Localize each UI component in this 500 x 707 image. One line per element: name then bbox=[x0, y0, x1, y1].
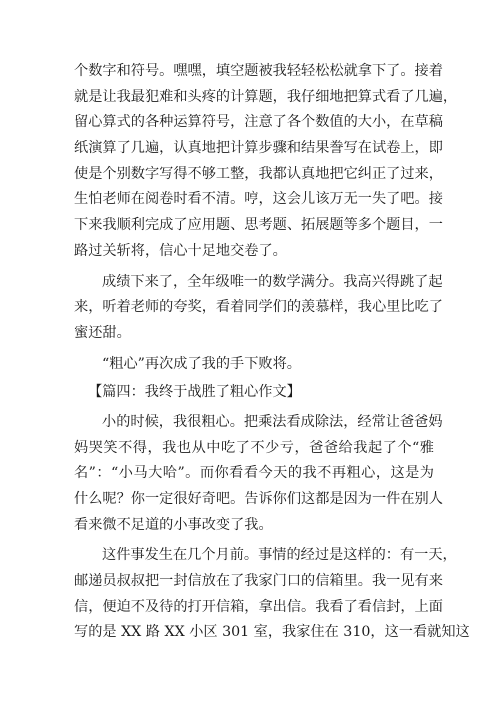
paragraph bbox=[74, 543, 470, 646]
text-line: 小的时候，我很粗心。把乘法看成除法，经常让爸爸妈 bbox=[102, 413, 443, 430]
text-line: 个数字和符号。嘿嘿，填空题被我轻轻松松就拿下了。接着 bbox=[74, 63, 443, 79]
document-body bbox=[74, 59, 470, 646]
text-line: 信，便迫不及待的打开信箱，拿出信。我看了看信封，上面 bbox=[74, 598, 443, 615]
text-line: “粗心”再次成了我的手下败将。 bbox=[102, 355, 301, 372]
text-line: 纸演算了几遍，认真地把计算步骤和结果誊写在试卷上，即 bbox=[74, 140, 443, 157]
text-line: 这件事发生在几个月前。事情的经过是这样的：有一天， bbox=[102, 547, 457, 564]
paragraph bbox=[74, 59, 458, 265]
text-line: 名”：“小马大哈”。而你看看今天的我不再粗心，这是为 bbox=[74, 465, 434, 482]
text-line: 就是让我最犯难和头疼的计算题，我仔细地把算式看了几遍， bbox=[74, 88, 458, 105]
text-line: 成绩下来了，全年级唯一的数学满分。我高兴得跳了起 bbox=[102, 273, 443, 290]
text-line: 下来我顺利完成了应用题、思考题、拓展题等多个题目，一 bbox=[74, 217, 443, 234]
paragraph bbox=[74, 270, 443, 347]
section-heading bbox=[74, 380, 434, 406]
text-line: 留心算式的各种运算符号，注意了各个数值的大小，在草稿 bbox=[74, 114, 443, 131]
paragraph bbox=[74, 352, 434, 378]
text-line: 使是个别数字写得不够工整，我都认真地把它纠正了过来， bbox=[74, 165, 443, 182]
text-line: 来，听着老师的夸奖，看着同学们的羡慕样，我心里比吃了 bbox=[74, 299, 443, 316]
text-line: 什么呢？你一定很好奇吧。告诉你们这都是因为一件在别人 bbox=[74, 491, 443, 507]
text-line: 看来微不足道的小事改变了我。 bbox=[74, 516, 273, 533]
text-line: 写的是 XX 路 XX 小区 301 室，我家住在 310，这一看就知这 bbox=[74, 624, 470, 641]
text-line: 路过关斩将，信心十足地交卷了。 bbox=[74, 242, 287, 259]
text-line: 妈哭笑不得，我也从中吃了不少亏，爸爸给我起了个“雅 bbox=[74, 439, 434, 456]
text-line: 生怕老师在阅卷时看不清。哼，这会儿该万无一失了吧。接 bbox=[74, 191, 443, 208]
paragraph bbox=[74, 410, 443, 538]
heading-text: 【篇四：我终于战胜了粗心作文】 bbox=[88, 384, 301, 401]
text-line: 蜜还甜。 bbox=[74, 324, 131, 341]
text-line: 邮递员叔叔把一封信放在了我家门口的信箱里。我一见有来 bbox=[74, 573, 443, 590]
